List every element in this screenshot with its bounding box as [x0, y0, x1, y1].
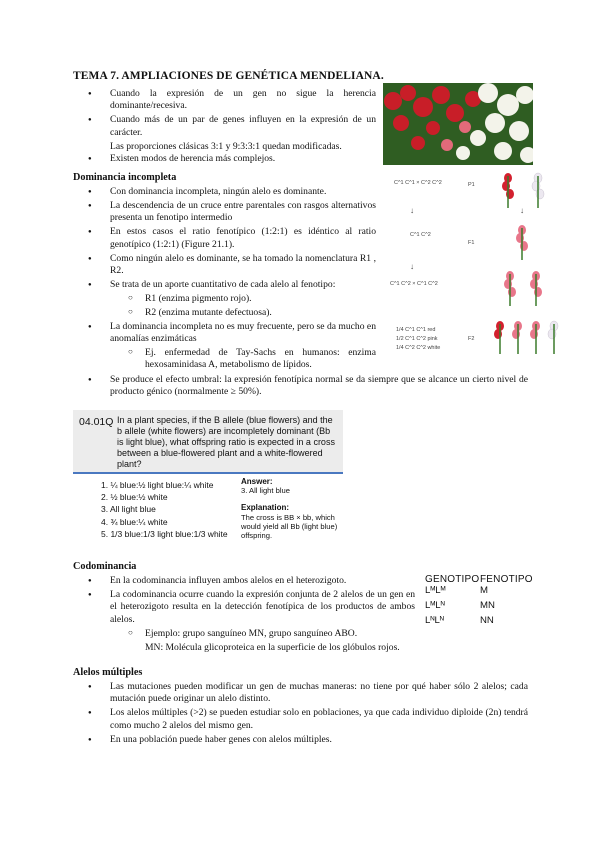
f2-line: 1/4 C^2 C^2 white — [396, 345, 441, 351]
phenotype-cell: M — [480, 585, 488, 596]
list-item: ● Los alelos múltiples (>2) se pueden estudiar solo en poblaciones, ya que cada individuo diploide (2n) tendrá como mucho 2 alelos del mismo gen. — [73, 707, 528, 732]
genotype-cell: LᴹLᴺ — [425, 600, 445, 611]
list-subitem: ○ Ejemplo: grupo sanguíneo MN, grupo sanguíneo ABO. — [73, 628, 415, 640]
list-item: ● La dominancia incompleta no es muy frecuente, pero se da mucho en anomalías enzimáticas — [73, 321, 376, 346]
page-title: TEMA 7. AMPLIACIONES DE GENÉTICA MENDELIANA. — [73, 70, 384, 82]
section-heading-dominancia: Dominancia incompleta — [73, 172, 177, 183]
pink-flowers — [498, 268, 548, 308]
list-item: ● Con dominancia incompleta, ningún alelo es dominante. — [73, 186, 376, 198]
list-item: ● En la codominancia influyen ambos alelos en el heterozigoto. — [73, 575, 415, 587]
table-row — [425, 600, 575, 615]
answer-text: 3. All light blue — [241, 486, 290, 496]
section-heading-alelos: Alelos múltiples — [73, 667, 143, 678]
quiz-number: 04.01Q — [79, 416, 114, 428]
list-item: ● Cuando la expresión de un gen no sigue la herencia dominante/recesiva. — [73, 88, 376, 113]
quiz-option: 1. ¼ blue:½ light blue:¼ white — [101, 480, 214, 490]
umbral-section — [73, 374, 528, 400]
pink-flower — [512, 222, 532, 262]
f2-line: 1/4 C^1 C^1 red — [396, 327, 436, 333]
phenotype-cell: MN — [480, 600, 495, 611]
header-genotipo: GENOTIPO — [425, 574, 480, 585]
list-item: ● En estos casos el ratio fenotípico (1:2:1) es idéntico al ratio genotípico (1:2:1) (Figure 21.1). — [73, 226, 376, 251]
list-subitem: ○ R1 (enzima pigmento rojo). — [73, 293, 376, 305]
quiz-options — [101, 479, 228, 540]
list-subitem: ○ R2 (enzima mutante defectuosa). — [73, 307, 376, 319]
incomplete-dominance-figure — [388, 170, 568, 360]
p1-label: P1 — [468, 182, 475, 188]
table-row — [425, 615, 575, 630]
alelos-section — [73, 681, 528, 748]
list-item: ● La descendencia de un cruce entre parentales con rasgos alternativos presenta un fenotipo intermedio — [73, 200, 376, 225]
section-heading-codominancia: Codominancia — [73, 561, 137, 572]
arrow-down-icon: ↓ — [410, 206, 414, 215]
red-white-flowers — [496, 170, 556, 210]
phenotype-cell: NN — [480, 615, 494, 626]
f2-flowers — [492, 318, 562, 358]
list-subitem: ○ Ej. enfermedad de Tay-Sachs en humanos: enzima hexosaminidasa A, metabolismo de lípidos. — [73, 347, 376, 372]
header-fenotipo: FENOTIPO — [480, 574, 533, 585]
genotype-cell: LᴹLᴹ — [425, 585, 446, 596]
explanation-text: The cross is BB × bb, which would yield all Bb (light blue) offspring. — [241, 512, 338, 541]
list-item: ● Se trata de un aporte cuantitativo de cada alelo al fenotipo: — [73, 279, 376, 291]
f1-label: F1 — [468, 240, 475, 246]
table-row — [425, 585, 575, 600]
list-item: ● Las mutaciones pueden modificar un gen de muchas maneras: no tiene por qué haber sólo 2 alelos; cada mutación puede originar un alelo distinto. — [73, 681, 528, 706]
f1-genotype: C^1 C^2 — [410, 232, 431, 238]
dominancia-section — [73, 186, 376, 373]
arrow-down-icon: ↓ — [410, 262, 414, 271]
f2-label: F2 — [468, 336, 475, 342]
table-header — [425, 574, 575, 585]
arrow-down-icon: ↓ — [520, 206, 524, 215]
f2-line: 1/2 C^1 C^2 pink — [396, 336, 438, 342]
quiz-card — [73, 410, 343, 550]
intro-note: Las proporciones clásicas 3:1 y 9:3:3:1 quedan modificadas. — [110, 140, 342, 152]
list-item: ● Como ningún alelo es dominante, se ha tomado la nomenclatura R1 , R2. — [73, 253, 376, 278]
quiz-option: 3. All light blue — [101, 504, 156, 515]
f2-ratios — [396, 326, 440, 353]
genotype-table — [425, 574, 575, 630]
p1-genotypes: C^1 C^1 × C^2 C^2 — [394, 180, 442, 186]
genotype-cell: LᴺLᴺ — [425, 615, 444, 626]
snapdragon-photo — [383, 83, 533, 165]
list-item: ● La codominancia ocurre cuando la expresión conjunta de 2 alelos de un gen en el heterozigoto resulta en la detección fenotípica de los productos de ambos alelos. — [73, 589, 415, 626]
divider — [73, 472, 343, 474]
list-item: ● En una población puede haber genes con alelos múltiples. — [73, 734, 528, 746]
quiz-answer-panel — [241, 477, 347, 540]
codominancia-section — [73, 575, 415, 654]
quiz-option: 2. ½ blue:½ white — [101, 492, 168, 503]
list-item: ● Se produce el efecto umbral: la expresión fenotípica normal se da siempre que se alcance un cierto nivel de producto génico (normalmente ≥ 50%). — [73, 374, 528, 399]
list-item: ● Cuando más de un par de genes influyen en la expresión de un carácter. — [73, 114, 376, 139]
list-item: ● Existen modos de herencia más complejos. — [73, 153, 376, 165]
quiz-question: In a plant species, if the B allele (blue flowers) and the b allele (white flowers) are incompletely dominant (Bb is light blue), what offspring ratio is expected in a cross between a blue-flowered plant and a white-flowered plant? — [117, 415, 335, 469]
sub-note: MN: Molécula glicoproteica en la superficie de los glóbulos rojos. — [145, 641, 400, 653]
intro-section — [73, 88, 376, 167]
f1-cross: C^1 C^2 × C^1 C^2 — [390, 281, 438, 287]
quiz-option: 5. 1/3 blue:1/3 light blue:1/3 white — [101, 528, 228, 539]
explanation-label: Explanation: — [241, 503, 290, 513]
answer-label: Answer: — [241, 477, 273, 486]
quiz-option: 4. ¾ blue:¼ white — [101, 516, 168, 527]
